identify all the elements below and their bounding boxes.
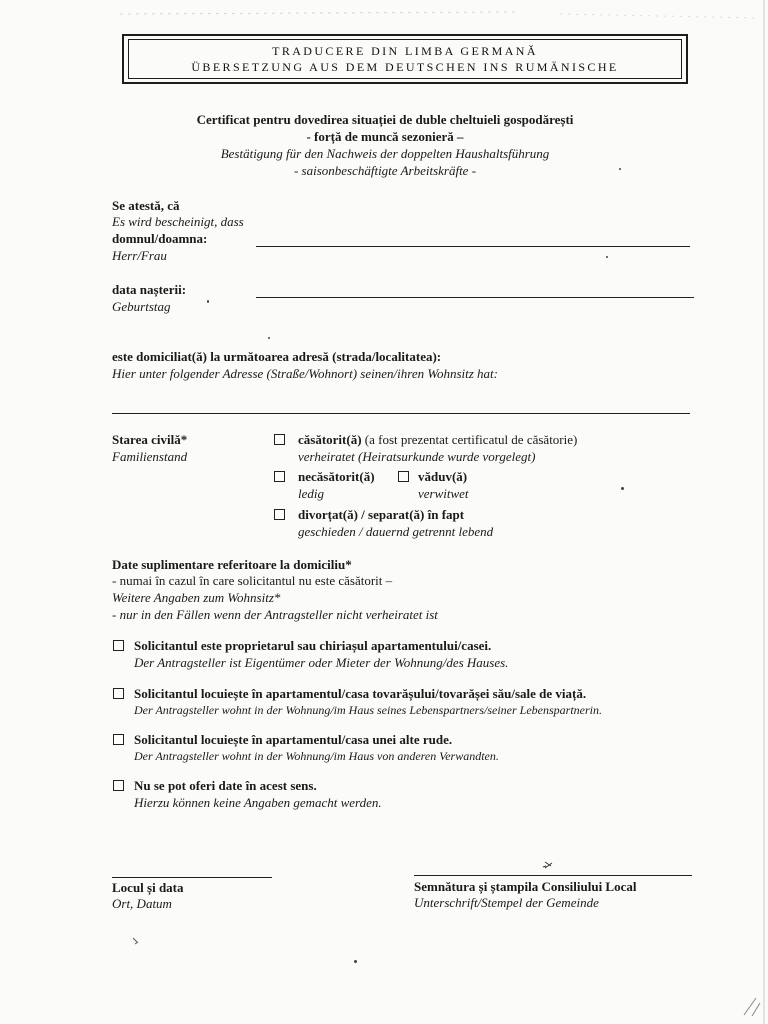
- speck: [268, 337, 270, 339]
- title-de-line2: - saisonbeschäftigte Arbeitskräfte -: [293, 163, 477, 178]
- option-partner-checkbox[interactable]: [113, 688, 124, 699]
- header-line-de: ÜBERSETZUNG AUS DEM DEUTSCHEN INS RUMÄNISCHE: [191, 60, 619, 74]
- option-owner-checkbox[interactable]: [113, 640, 124, 651]
- birthdate-label-ro: data nașterii:: [112, 282, 187, 297]
- name-field[interactable]: [256, 230, 690, 247]
- supplementary-heading-ro: Date suplimentare referitoare la domiciliu*: [112, 557, 352, 572]
- married-checkbox[interactable]: [274, 434, 285, 445]
- option-partner-de: Der Antragsteller wohnt in der Wohnung/im Haus seines Lebenspartners/seiner Lebenspartnerin.: [134, 703, 602, 717]
- attest-ro: Se atestă, că: [112, 198, 180, 213]
- single-ro: necăsătorit(ă): [298, 469, 375, 484]
- married-ro: căsătorit(ă): [298, 432, 362, 447]
- address-label-ro: este domiciliat(ă) la următoarea adresă (strada/localitatea):: [112, 349, 442, 364]
- option-relative-de: Der Antragsteller wohnt in der Wohnung/im Haus von anderen Verwandten.: [134, 749, 499, 763]
- name-label-ro: domnul/doamna:: [112, 231, 208, 246]
- divorced-ro: divorțat(ă) / separat(ă) în fapt: [298, 507, 465, 522]
- option-owner-de: Der Antragsteller ist Eigentümer oder Mieter der Wohnung/des Hauses.: [134, 655, 509, 670]
- option-relative-ro: Solicitantul locuiește în apartamentul/casa unei alte rude.: [134, 732, 453, 747]
- title-ro-line2: - forță de muncă sezonieră –: [306, 129, 464, 144]
- speck: [621, 487, 624, 490]
- signature-de: Unterschrift/Stempel der Gemeinde: [414, 895, 599, 910]
- option-none-ro: Nu se pot oferi date în acest sens.: [134, 778, 317, 793]
- single-de: ledig: [298, 486, 324, 501]
- married-note-ro: (a fost prezentat certificatul de căsătorie): [361, 432, 578, 447]
- speck: [606, 256, 608, 258]
- option-relative-checkbox[interactable]: [113, 734, 124, 745]
- address-label-de: Hier unter folgender Adresse (Straße/Wohnort) seinen/ihren Wohnsitz hat:: [112, 366, 499, 381]
- signature-ro: Semnătura și ștampila Consiliului Local: [414, 879, 637, 894]
- place-date-line[interactable]: [112, 877, 272, 878]
- name-label-de: Herr/Frau: [112, 248, 167, 263]
- address-field[interactable]: [112, 397, 690, 414]
- place-date-de: Ort, Datum: [112, 896, 172, 911]
- married-de: verheiratet (Heiratsurkunde wurde vorgelegt): [298, 449, 536, 464]
- supplementary-note-ro: - numai în cazul în care solicitantul nu este căsătorit –: [112, 573, 393, 588]
- single-checkbox[interactable]: [274, 471, 285, 482]
- civil-status-label-ro: Starea civilă*: [112, 432, 188, 447]
- header-line-ro: TRADUCERE DIN LIMBA GERMANĂ: [272, 44, 538, 58]
- title-de-line1: Bestätigung für den Nachweis der doppelten Haushaltsführung: [220, 146, 550, 161]
- widowed-de: verwitwet: [418, 486, 469, 501]
- married-label: [298, 432, 577, 448]
- divorced-checkbox[interactable]: [274, 509, 285, 520]
- option-partner-ro: Solicitantul locuiește în apartamentul/casa tovarășului/tovarășei său/sale de viață.: [134, 686, 587, 701]
- divorced-de: geschieden / dauernd getrennt lebend: [298, 524, 494, 539]
- option-none-checkbox[interactable]: [113, 780, 124, 791]
- widowed-checkbox[interactable]: [398, 471, 409, 482]
- supplementary-note-de: - nur in den Fällen wenn der Antragsteller nicht verheiratet ist: [112, 607, 438, 622]
- title-ro-line1: Certificat pentru dovedirea situației de duble cheltuieli gospodărești: [196, 112, 574, 127]
- speck: [207, 300, 209, 303]
- attest-de: Es wird bescheinigt, dass: [112, 214, 244, 229]
- signature-line[interactable]: [414, 875, 692, 876]
- header-inner-frame: [128, 39, 682, 79]
- translation-header-box: [122, 34, 688, 84]
- option-none-de: Hierzu können keine Angaben gemacht werden.: [134, 795, 382, 810]
- option-owner-ro: Solicitantul este proprietarul sau chiriașul apartamentului/casei.: [134, 638, 492, 653]
- supplementary-heading-de: Weitere Angaben zum Wohnsitz*: [112, 590, 281, 605]
- birthdate-label-de: Geburtstag: [112, 299, 171, 314]
- widowed-ro: văduv(ă): [418, 469, 468, 484]
- civil-status-label-de: Familienstand: [112, 449, 188, 464]
- speck: [354, 960, 357, 963]
- birthdate-field[interactable]: [256, 281, 694, 298]
- place-date-ro: Locul și data: [112, 880, 184, 895]
